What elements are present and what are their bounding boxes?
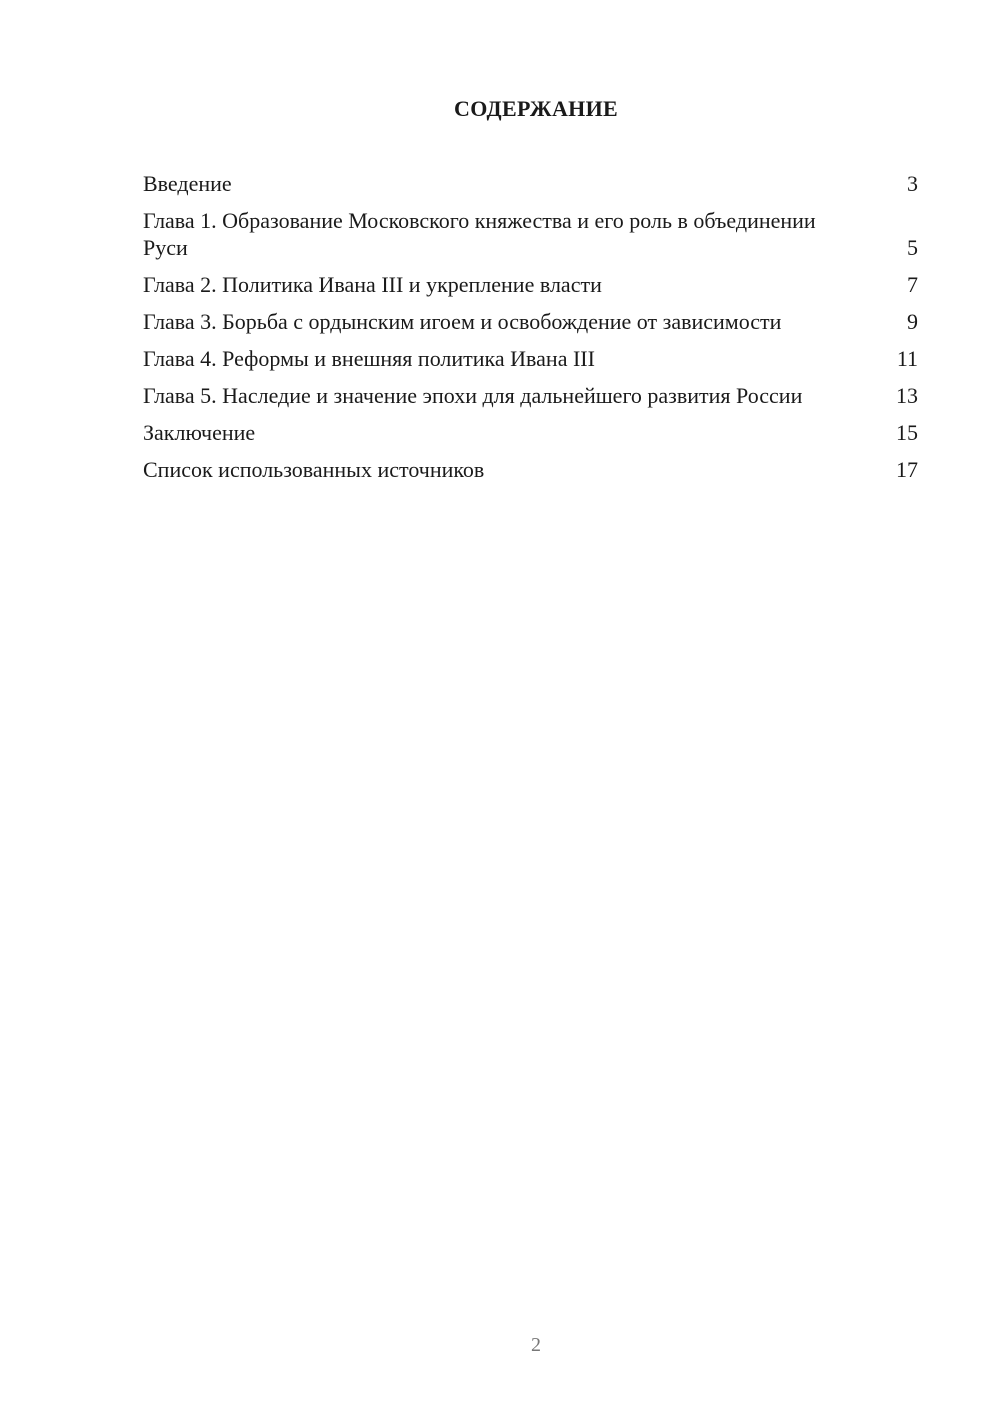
toc-entry-title: Заключение xyxy=(143,420,256,445)
toc-entry-sources[interactable] xyxy=(143,456,918,483)
toc-entry-page: 17 xyxy=(896,457,918,482)
page-title: СОДЕРЖАНИЕ xyxy=(454,96,618,121)
toc-entry-conclusion[interactable] xyxy=(143,419,918,446)
toc-entry-title: Глава 3. Борьба с ордынским игоем и освобождение от зависимости xyxy=(143,309,782,334)
toc-entry-page: 11 xyxy=(896,346,918,371)
table-of-contents xyxy=(143,170,918,493)
toc-entry-chapter-5[interactable] xyxy=(143,382,918,409)
toc-entry-chapter-2[interactable] xyxy=(143,271,918,298)
toc-entry-title: Глава 1. Образование Московского княжества и его роль в объединении Руси xyxy=(143,208,816,260)
toc-entry-page: 3 xyxy=(907,171,918,196)
toc-entry-page: 15 xyxy=(896,420,918,445)
toc-entry-page: 13 xyxy=(896,383,918,408)
toc-entry-page: 5 xyxy=(907,235,918,260)
page-number: 2 xyxy=(531,1334,541,1356)
toc-entry-chapter-1[interactable] xyxy=(143,207,918,261)
toc-entry-chapter-3[interactable] xyxy=(143,308,918,335)
toc-entry-title: Глава 4. Реформы и внешняя политика Ивана III xyxy=(143,346,595,371)
toc-entry-page: 7 xyxy=(907,272,918,297)
toc-entry-page: 9 xyxy=(907,309,918,334)
toc-entry-title: Введение xyxy=(143,171,232,196)
toc-entry-introduction[interactable] xyxy=(143,170,918,197)
toc-entry-title: Список использованных источников xyxy=(143,457,485,482)
toc-entry-title: Глава 2. Политика Ивана III и укрепление власти xyxy=(143,272,602,297)
toc-entry-chapter-4[interactable] xyxy=(143,345,918,372)
toc-entry-title: Глава 5. Наследие и значение эпохи для дальнейшего развития России xyxy=(143,383,803,408)
